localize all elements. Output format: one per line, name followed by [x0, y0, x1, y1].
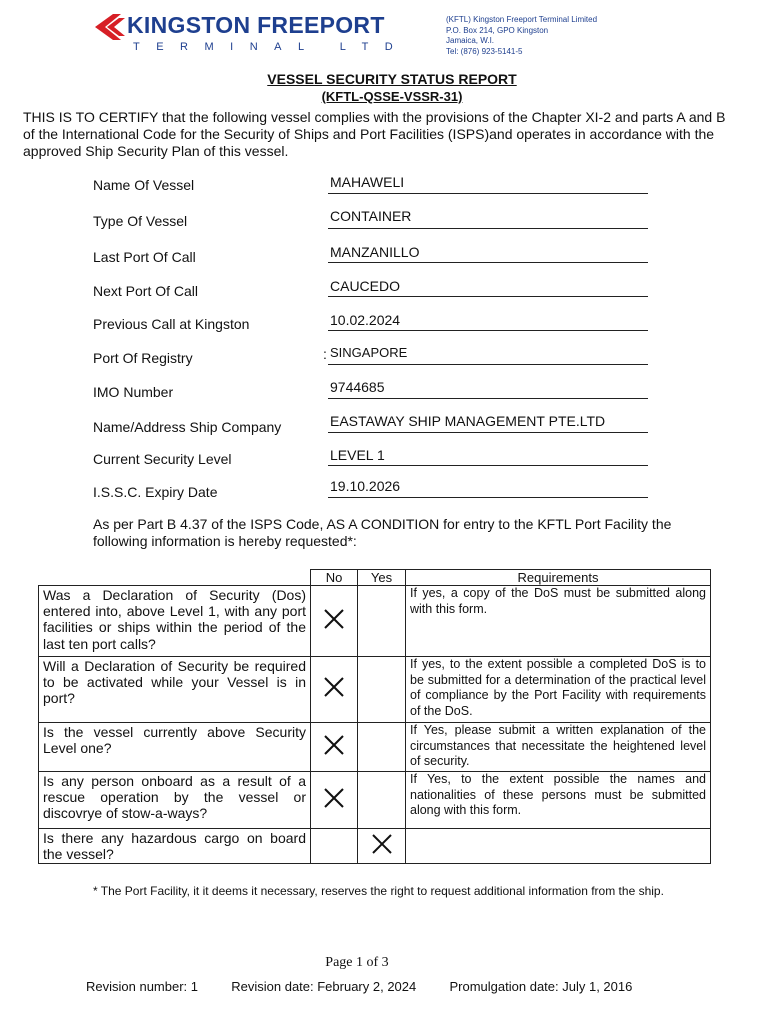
field-underline: [328, 228, 648, 229]
field-underline: [328, 398, 648, 399]
contact-block: [446, 15, 597, 57]
logo-title: KINGSTON FREEPORT: [127, 12, 385, 38]
revision-line: [86, 979, 632, 994]
field-underline: [328, 330, 648, 331]
field-value-vessel-name: MAHAWELI: [330, 174, 405, 190]
revision-number: Revision number: 1: [86, 979, 198, 994]
report-code: (KFTL-QSSE-VSSR-31): [321, 89, 463, 104]
question-cell: Was a Declaration of Security (Dos) entered into, above Level 1, with any port facilities or ships within the period of the last ten port calls?: [39, 586, 311, 657]
kingston-logo-arrow-icon: [95, 14, 125, 40]
column-header-yes: Yes: [358, 570, 406, 586]
field-underline: [328, 193, 648, 194]
field-label-security-level: Current Security Level: [93, 451, 232, 467]
yes-cell: [358, 829, 406, 864]
field-underline: [328, 432, 648, 433]
field-value-next-port: CAUCEDO: [330, 278, 401, 294]
yes-cell: [358, 586, 406, 657]
table-row: [39, 723, 711, 772]
promulgation-date: Promulgation date: July 1, 2016: [449, 979, 633, 994]
cross-mark-icon: [323, 743, 345, 760]
field-label-last-port: Last Port Of Call: [93, 249, 196, 265]
footnote: * The Port Facility, it it deems it necessary, reserves the right to request additional information from the ship.: [93, 884, 664, 898]
field-underline: [328, 296, 648, 297]
no-cell: [311, 829, 358, 864]
field-label-next-port: Next Port Of Call: [93, 283, 199, 299]
yes-cell: [358, 723, 406, 772]
field-label-vessel-type: Type Of Vessel: [93, 213, 188, 229]
field-value-security-level: LEVEL 1: [330, 447, 385, 463]
field-label-ship-company: Name/Address Ship Company: [93, 419, 282, 435]
page-number: Page 1 of 3: [325, 955, 389, 970]
no-cell: [311, 657, 358, 723]
cross-mark-icon: [323, 617, 345, 634]
certification-text: THIS IS TO CERTIFY that the following vessel complies with the provisions of the Chapter XI-2 and parts A and B of the International Code for the Security of Ships and Port Facilities (ISPS)and operates in accordance with the approved Ship Security Plan of this vessel.: [23, 109, 726, 159]
contact-line: Tel: (876) 923-5141-5: [446, 46, 523, 56]
field-label-previous-call: Previous Call at Kingston: [93, 316, 250, 332]
no-cell: [311, 772, 358, 829]
report-title: VESSEL SECURITY STATUS REPORT: [267, 71, 517, 87]
table-header-row: [39, 570, 711, 586]
field-underline: [328, 262, 648, 263]
request-intro: As per Part B 4.37 of the ISPS Code, AS A CONDITION for entry to the KFTL Port Facility the following information is hereby requested*:: [93, 516, 672, 549]
field-value-port-registry: SINGAPORE: [330, 345, 408, 360]
no-cell: [311, 586, 358, 657]
question-cell: Is the vessel currently above Security Level one?: [39, 723, 311, 772]
table-row: [39, 772, 711, 829]
table-row: [39, 586, 711, 657]
field-value-imo: 9744685: [330, 379, 385, 395]
requirement-cell: If Yes, please submit a written explanation of the circumstances that necessitate the heightened level of security.: [406, 723, 711, 772]
contact-line: P.O. Box 214, GPO Kingston: [446, 25, 549, 35]
cross-mark-icon: [323, 796, 345, 813]
requirements-table: [38, 569, 711, 864]
field-label-imo: IMO Number: [93, 384, 174, 400]
field-label-port-registry: Port Of Registry: [93, 350, 193, 366]
contact-line: Jamaica, W.I.: [446, 36, 495, 45]
requirement-cell: If Yes, to the extent possible the names and nationalities of these persons must be submitted along with this form.: [406, 772, 711, 829]
requirement-cell: If yes, a copy of the DoS must be submitted along with this form.: [406, 586, 711, 657]
field-value-previous-call: 10.02.2024: [330, 312, 401, 328]
question-cell: Will a Declaration of Security be required to be activated while your Vessel is in port?: [39, 657, 311, 723]
logo-subtitle: TERMINAL LTD: [133, 41, 410, 53]
field-underline: [328, 465, 648, 466]
field-value-issc-expiry: 19.10.2026: [330, 478, 401, 494]
registry-colon: :: [323, 346, 327, 362]
no-cell: [311, 723, 358, 772]
cross-mark-icon: [371, 842, 393, 859]
column-header-requirements: Requirements: [406, 570, 711, 586]
field-label-vessel-name: Name Of Vessel: [93, 177, 195, 193]
revision-date: Revision date: February 2, 2024: [231, 979, 417, 994]
table-header-blank: [39, 570, 311, 586]
cross-mark-icon: [323, 685, 345, 702]
yes-cell: [358, 657, 406, 723]
question-cell: Is any person onboard as a result of a rescue operation by the vessel or discovrye of stow-a-ways?: [39, 772, 311, 829]
requirement-cell: [406, 829, 711, 864]
yes-cell: [358, 772, 406, 829]
field-value-ship-company: EASTAWAY SHIP MANAGEMENT PTE.LTD: [330, 413, 606, 429]
field-value-vessel-type: CONTAINER: [330, 208, 412, 224]
table-row: [39, 657, 711, 723]
question-cell: Is there any hazardous cargo on board the vessel?: [39, 829, 311, 864]
field-label-issc-expiry: I.S.S.C. Expiry Date: [93, 484, 218, 500]
requirement-cell: If yes, to the extent possible a completed DoS is to be submitted for a determination of the practical level of compliance by the Port Facility with requirements of the DoS.: [406, 657, 711, 723]
column-header-no: No: [311, 570, 358, 586]
contact-line: (KFTL) Kingston Freeport Terminal Limited: [446, 15, 598, 24]
company-logo: [95, 12, 410, 56]
field-underline: [328, 497, 648, 498]
table-row: [39, 829, 711, 864]
field-underline: [328, 364, 648, 365]
field-value-last-port: MANZANILLO: [330, 244, 420, 260]
